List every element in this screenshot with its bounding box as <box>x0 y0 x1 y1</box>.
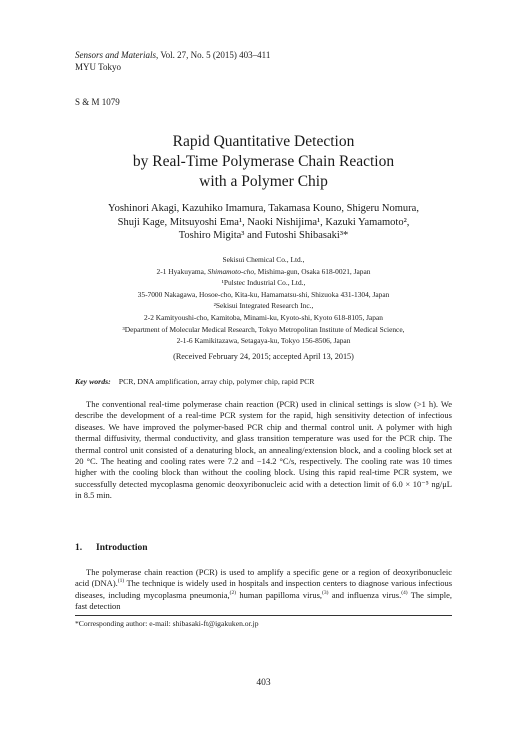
address-part: 2-1 Hyakuyama, <box>156 266 208 276</box>
journal-name: Sensors and Materials <box>75 50 156 60</box>
affiliation-line: ³Department of Molecular Medical Research, Tokyo Metropolitan Institute of Medical Science, <box>122 324 405 334</box>
keywords-text: PCR, DNA amplification, array chip, polymer chip, rapid PCR <box>118 377 315 386</box>
keywords <box>75 377 315 386</box>
intro-text: The technique is widely used in hospitals and inspection centers to diagnose various infectious diseases, including mycoplasma pneumonia, <box>75 578 453 600</box>
publisher: MYU Tokyo <box>75 62 121 72</box>
intro-text: The simple, fast detection <box>75 589 452 612</box>
title-line-2: by Real-Time Polymerase Chain Reaction <box>132 153 395 170</box>
address-part: Shimamoto-cho <box>207 266 255 276</box>
reference-mark: (3) <box>322 589 329 596</box>
address-part: , Mishima-gun, Osaka 618-0021, Japan <box>254 266 371 276</box>
authors-line-3: Toshiro Migita³ and Futoshi Shibasaki³* <box>178 230 349 241</box>
intro-text: human papilloma virus, <box>236 589 323 600</box>
journal-header <box>75 50 270 61</box>
intro-text: The polymerase chain reaction (PCR) is used to amplify a specific gene or a region of deoxyribonucleic acid (DNA). <box>75 567 452 589</box>
article-code: S & M 1079 <box>75 97 120 107</box>
author-list <box>60 202 467 243</box>
footnote-rule <box>75 615 452 616</box>
affiliation-line: 35-7000 Nakagawa, Hosoe-cho, Kita-ku, Hamamatsu-shi, Shizuoka 431-1304, Japan <box>137 289 390 299</box>
authors-line-2: Shuji Kage, Mitsuyoshi Ema¹, Naoki Nishijima¹, Kazuki Yamamoto², <box>117 216 410 228</box>
affiliations <box>50 254 477 347</box>
keywords-label: Key words: <box>75 377 111 386</box>
section-title: Introduction <box>96 543 148 553</box>
page-number: 403 <box>256 678 271 688</box>
affiliation-line: ¹Pulstec Industrial Co., Ltd., <box>221 278 306 288</box>
authors-line-1: Yoshinori Akagi, Kazuhiko Imamura, Takamasa Kouno, Shigeru Nomura, <box>108 203 419 214</box>
intro-text: and influenza virus. <box>328 589 402 600</box>
affiliation-line: ²Sekisui Integrated Research Inc., <box>213 301 314 311</box>
received-dates: (Received February 24, 2015; accepted April 13, 2015) <box>173 352 354 361</box>
reference-mark: (4) <box>401 589 408 596</box>
corresponding-author-footnote: *Corresponding author: e-mail: shibasaki-ft@igakuken.or.jp <box>75 619 259 628</box>
section-heading <box>75 543 148 553</box>
section-number: 1. <box>75 543 83 553</box>
title-line-3: with a Polymer Chip <box>199 173 328 190</box>
affiliation-line: Sekisui Chemical Co., Ltd., <box>222 255 305 264</box>
affiliation-line: 2-2 Kamityoushi-cho, Kamitoba, Minami-ku, Kyoto-shi, Kyoto 618-8105, Japan <box>144 312 383 322</box>
affiliation-line: 2-1-6 Kamikitazawa, Setagaya-ku, Tokyo 156-8506, Japan <box>176 336 351 346</box>
title-line-1: Rapid Quantitative Detection <box>172 133 355 150</box>
reference-mark: (1) <box>117 578 125 585</box>
introduction-paragraph <box>75 567 452 613</box>
affiliation-line <box>50 266 477 278</box>
paper-title <box>60 132 467 192</box>
abstract: The conventional real-time polymerase chain reaction (PCR) used in clinical settings is slow (>1 h). We describe the development of a real-time PCR system for the rapid, high sensitivity detection of infectious diseases. We have improved the polymer-based PCR chip and thermal control unit. A polymer with high thermal diffusivity, thermal conductivity, and glass transition temperature was used for the PCR chip. The thermal control unit consisted of a denaturing block, an annealing/extension block, and a cooling block set at 20 °C. The heating and cooling rates were 7.2 and −14.2 °C/s, respectively. The cooling rate was 10 times higher with the cooling block than without the cooling block. Using this rapid real-time PCR system, we successfully detected mycoplasma genomic deoxyribonucleic acid with a detection limit of 6.0 × 10⁻⁵ ng/μL in 8.5 min. <box>75 399 452 501</box>
journal-citation: , Vol. 27, No. 5 (2015) 403–411 <box>156 50 271 60</box>
reference-mark: (2) <box>229 589 237 596</box>
